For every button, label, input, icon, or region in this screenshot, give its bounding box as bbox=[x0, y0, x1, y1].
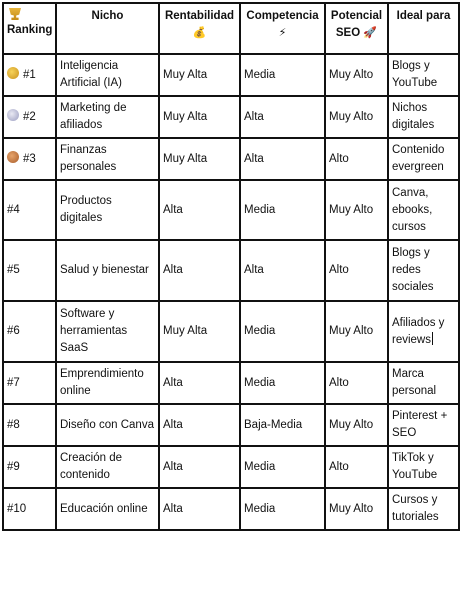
nicho-cell: Creación de contenido bbox=[56, 446, 159, 488]
rank-cell: #4 bbox=[3, 180, 56, 240]
trophy-icon bbox=[9, 8, 21, 20]
rank-cell: #6 bbox=[3, 301, 56, 362]
header-ideal: Ideal para bbox=[388, 3, 459, 54]
potencial-cell: Alto bbox=[325, 240, 388, 301]
competencia-cell: Alta bbox=[240, 240, 325, 301]
competencia-cell: Media bbox=[240, 180, 325, 240]
rank-cell: #3 bbox=[3, 138, 56, 180]
ideal-cell[interactable] bbox=[388, 301, 459, 362]
rentabilidad-cell: Alta bbox=[159, 240, 240, 301]
header-row bbox=[3, 3, 459, 54]
rank-cell: #8 bbox=[3, 404, 56, 446]
nicho-cell: Educación online bbox=[56, 488, 159, 530]
nicho-cell: Marketing de afiliados bbox=[56, 96, 159, 138]
rentabilidad-cell: Muy Alta bbox=[159, 301, 240, 362]
potencial-cell: Muy Alto bbox=[325, 488, 388, 530]
rank-cell: #5 bbox=[3, 240, 56, 301]
nicho-cell: Diseño con Canva bbox=[56, 404, 159, 446]
ideal-cell: Cursos y tutoriales bbox=[388, 488, 459, 530]
nicho-cell: Finanzas personales bbox=[56, 138, 159, 180]
competencia-cell: Media bbox=[240, 54, 325, 96]
rentabilidad-cell: Alta bbox=[159, 404, 240, 446]
header-rentabilidad: Rentabilidad 💰 bbox=[159, 3, 240, 54]
rank-cell: #10 bbox=[3, 488, 56, 530]
potencial-cell: Alto bbox=[325, 362, 388, 404]
money-bag-icon: 💰 bbox=[192, 27, 207, 39]
table-row bbox=[3, 96, 459, 138]
rentabilidad-cell: Muy Alta bbox=[159, 54, 240, 96]
table-row bbox=[3, 446, 459, 488]
rank-cell: #7 bbox=[3, 362, 56, 404]
ideal-cell: Contenido evergreen bbox=[388, 138, 459, 180]
nicho-cell: Software y herramientas SaaS bbox=[56, 301, 159, 362]
ideal-cell: Canva, ebooks, cursos bbox=[388, 180, 459, 240]
ideal-cell: Nichos digitales bbox=[388, 96, 459, 138]
header-potencial: Potencial SEO 🚀 bbox=[325, 3, 388, 54]
competencia-cell: Media bbox=[240, 362, 325, 404]
potencial-cell: Muy Alto bbox=[325, 54, 388, 96]
competencia-cell: Media bbox=[240, 301, 325, 362]
table-row bbox=[3, 180, 459, 240]
table-row bbox=[3, 488, 459, 530]
header-ranking: Ranking bbox=[3, 3, 56, 54]
potencial-cell: Muy Alto bbox=[325, 404, 388, 446]
ideal-cell: TikTok y YouTube bbox=[388, 446, 459, 488]
ranking-table bbox=[2, 2, 460, 531]
ideal-cell: Pinterest + SEO bbox=[388, 404, 459, 446]
nicho-cell: Emprendimiento online bbox=[56, 362, 159, 404]
potencial-cell: Alto bbox=[325, 138, 388, 180]
rentabilidad-cell: Alta bbox=[159, 488, 240, 530]
rentabilidad-cell: Muy Alta bbox=[159, 96, 240, 138]
ideal-cell-text: Afiliados y reviews bbox=[392, 316, 445, 346]
rentabilidad-cell: Alta bbox=[159, 180, 240, 240]
table-row bbox=[3, 362, 459, 404]
table-row bbox=[3, 301, 459, 362]
potencial-cell: Alto bbox=[325, 446, 388, 488]
nicho-cell: Salud y bienestar bbox=[56, 240, 159, 301]
rank-cell: #9 bbox=[3, 446, 56, 488]
nicho-cell: Productos digitales bbox=[56, 180, 159, 240]
ideal-cell: Blogs y redes sociales bbox=[388, 240, 459, 301]
rentabilidad-cell: Alta bbox=[159, 446, 240, 488]
competencia-cell: Alta bbox=[240, 138, 325, 180]
lightning-icon: ⚡ bbox=[278, 27, 287, 39]
potencial-cell: Muy Alto bbox=[325, 180, 388, 240]
rocket-icon: 🚀 bbox=[363, 27, 378, 39]
table-row bbox=[3, 404, 459, 446]
rank-cell: #2 bbox=[3, 96, 56, 138]
competencia-cell: Baja-Media bbox=[240, 404, 325, 446]
table-row bbox=[3, 138, 459, 180]
ideal-cell: Blogs y YouTube bbox=[388, 54, 459, 96]
competencia-cell: Media bbox=[240, 446, 325, 488]
table-row bbox=[3, 240, 459, 301]
gold-medal-icon bbox=[7, 67, 19, 79]
competencia-cell: Alta bbox=[240, 96, 325, 138]
competencia-cell: Media bbox=[240, 488, 325, 530]
ideal-cell: Marca personal bbox=[388, 362, 459, 404]
nicho-cell: Inteligencia Artificial (IA) bbox=[56, 54, 159, 96]
potencial-cell: Muy Alto bbox=[325, 96, 388, 138]
potencial-cell: Muy Alto bbox=[325, 301, 388, 362]
rentabilidad-cell: Muy Alta bbox=[159, 138, 240, 180]
header-nicho: Nicho bbox=[56, 3, 159, 54]
rank-cell: #1 bbox=[3, 54, 56, 96]
table-row bbox=[3, 54, 459, 96]
rentabilidad-cell: Alta bbox=[159, 362, 240, 404]
silver-medal-icon bbox=[7, 109, 19, 121]
header-competencia: Competencia ⚡ bbox=[240, 3, 325, 54]
bronze-medal-icon bbox=[7, 151, 19, 163]
